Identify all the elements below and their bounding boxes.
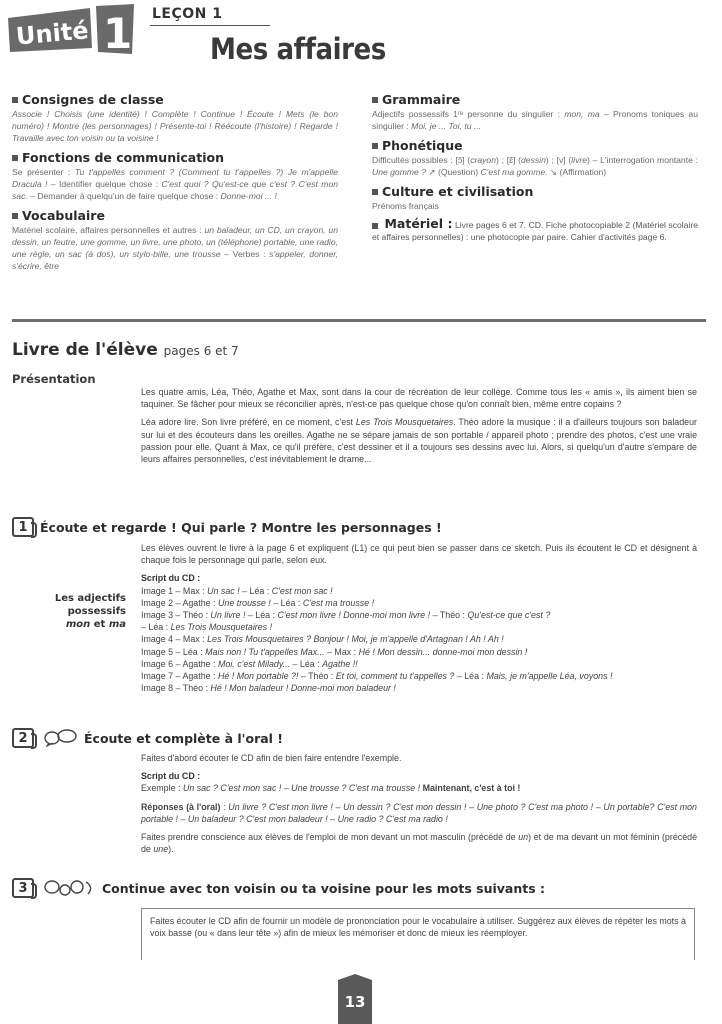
exercise-3-number: 3 [18,880,28,896]
vocabulaire-text-2-italic: s'appeler, donner, s'écrire, être [12,249,338,271]
materiel-section [372,218,698,243]
phonetique-section [372,138,698,178]
fonctions-heading: Fonctions de communication [22,150,224,165]
side-note-possessifs [12,592,126,631]
bullet-square-icon [12,155,18,161]
exercise-2-heading [12,728,283,748]
livre-pages: pages 6 et 7 [163,344,239,358]
fonctions-text-3-italic: Donne-moi ... ! [220,191,277,201]
phonetique-word-3: livre [571,155,588,165]
fonctions-text-3: – Demander à quelqu'un de faire quelque chose : [27,191,221,201]
phonetique-word-2: dessin [521,155,546,165]
side-note-line-3: mon et ma [65,619,126,630]
exercise-3-heading [12,878,545,898]
exercise-1-title: Écoute et regarde ! Qui parle ? Montre les personnages ! [40,519,442,535]
grammaire-section [372,92,698,132]
bullet-square-icon [12,213,18,219]
phonetique-word-1: crayon [470,155,496,165]
pair-speech-icon [44,879,96,897]
phonetique-text-2: ) ; [ɛ̃] ( [495,155,522,165]
exercise-1-heading [12,517,442,537]
section-divider [12,319,706,322]
script-line-2: Image 2 – Agathe : Une trousse ! – Léa : C'est ma trousse ! [141,597,375,608]
fonctions-section [12,150,338,202]
exercise-1-body [141,542,697,694]
presentation-heading: Présentation [12,372,96,386]
grammaire-heading: Grammaire [382,92,461,107]
phonetique-text-6: ↘ (Affirmation) [547,167,607,177]
grammaire-text-1: Adjectifs possessifs 1ʳᵉ personne du singulier : [372,109,565,119]
vocabulaire-text-1-italic: un baladeur, un CD, un crayon, un dessin, un feutre, une gomme, un livre, une photo, un (téléphone) portable, une radio, une règle, un sac (à dos), un stylo-bille, une trousse [12,225,338,259]
summary-left-column [12,92,338,278]
exercise-2-script-heading: Script du CD : [141,771,201,782]
page-title: Mes affaires [210,32,386,66]
exercise-1-script-heading: Script du CD : [141,573,201,584]
lesson-rule [150,25,270,26]
listen-speak-icons [44,729,78,747]
script-line-4: Image 4 – Max : Les Trois Mousquetaires ? Bonjour ! Moi, je m'appelle d'Artagnan ! Ah ! Ah ! [141,634,504,645]
script-line-3: Image 3 – Théo : Un livre ! – Léa : C'est mon livre ! Donne-moi mon livre ! – Théo : Qu'est-ce que c'est ? – Léa : Les Trois Mousquetaires ! [141,610,551,633]
unit-label: Unité [14,16,90,51]
presentation-p2-b: . Théo adore la musique : il a d'ailleurs toujours son baladeur sur lui et des écouteurs dans les oreilles. Agathe ne se sépare jamais de son portable / appareil photo ; prendre des photos, c'est une vraie passion pour elle. Quant à Max, ce qu'il préfère, c'est dessiner et il a toujours ses dessins avec lui. Alors, si quelqu'un d'autre s'empare de leurs affaires personnelles, c'est inévitablement le drame... [141,417,698,465]
vocabulaire-section [12,208,338,272]
phonetique-text-4: ) – L'interrogation montante : [587,155,698,165]
livre-title-text: Livre de l'élève [12,340,158,360]
script-line-6: Image 6 – Agathe : Moi, c'est Milady... – Léa : Agathe !! [141,658,358,669]
consignes-section [12,92,338,144]
page-number: 13 [338,980,372,1024]
fonctions-text-1-italic: Tu t'appelles comment ? (Comment tu t'appelles ?) Je m'appelle Dracula ! [12,167,338,189]
grammaire-text-2-italic: Moi, je ... Toi, tu ... [411,121,482,131]
exercise-2-title: Écoute et complète à l'oral ! [84,730,284,746]
vocabulaire-text-1: Matériel scolaire, affaires personnelles et autres : [12,225,205,235]
exercise-1-intro: Les élèves ouvrent le livre à la page 6 et expliquent (L1) ce qui peut bien se passer dans ce sketch. Puis ils écoutent le CD et désignent à chaque fois le personnage qui parle, selon eux. [141,543,697,566]
unit-number: 1 [103,9,133,54]
bullet-square-icon [372,97,378,103]
number-box-icon [12,517,34,537]
speech-bubble-icon [44,729,78,747]
fonctions-text-1: Se présenter : [12,167,75,177]
pair-work-icons [44,879,96,897]
vocabulaire-heading: Vocabulaire [22,208,105,223]
exercise-3-title: Continue avec ton voisin ou ta voisine pour les mots suivants : [102,880,546,896]
culture-section [372,184,698,212]
script-line-8: Image 8 – Théo : Hé ! Mon baladeur ! Donne-moi mon baladeur ! [141,683,396,694]
script-line-7: Image 7 – Agathe : Hé ! Mon portable ?! – Théo : Et toi, comment tu t'appelles ? – Léa : Mais, je m'appelle Léa, voyons ! [141,671,613,682]
bullet-square-icon [372,189,378,195]
consignes-heading: Consignes de classe [22,92,164,107]
exercise-3-box: Faites écouter le CD afin de fournir un modèle de prononciation pour le vocabulaire à utiliser. Suggérez aux élèves de répéter les mots à voix basse (ou « dans leur tête ») afin de mieux les mémoriser et donc de mieux les réemployer. [141,908,695,960]
presentation-body [141,386,697,471]
unit-badge-shape [6,4,138,54]
unit-badge [6,4,138,54]
phonetique-text-3: ) ; [v] ( [545,155,572,165]
script-line-1: Image 1 – Max : Un sac ! – Léa : C'est mon sac ! [141,585,333,596]
phonetique-text-1: Difficultés possibles : [ɔ̃] ( [372,155,471,165]
exercise-2-example: Exemple : Un sac ? C'est mon sac ! – Une trousse ? C'est ma trousse ! Maintenant, c'est à toi ! [141,783,521,794]
phonetique-text-5: ↗ (Question) [425,167,481,177]
phonetique-text-4-italic: Une gomme ? [372,167,426,177]
consignes-body: Associe ! Choisis (une identité) ! Complète ! Continue ! Écoute ! Mets (le bon numéro) ! Montre (les personnages) ! Présente-toi ! Réécoute (l'histoire) ! Regarde ! Travaille avec ton voisin ou ta voisine ! [12,109,338,143]
script-line-5: Image 5 – Léa : Mais non ! Tu t'appelles Max... – Max : Hé ! Mon dessin... donne-moi mon dessin ! [141,646,528,657]
phonetique-text-5-italic: C'est ma gomme. [480,167,548,177]
vocabulaire-text-2: – Verbes : [220,249,270,259]
exercise-2-body [141,752,697,861]
bullet-square-icon [12,97,18,103]
presentation-p2 [141,416,697,465]
exercise-1-number: 1 [18,519,28,535]
side-note-line-1: Les adjectifs [54,593,126,604]
lesson-label: LEÇON 1 [152,6,223,22]
exercise-2-answers: Réponses (à l'oral) : Un livre ? C'est mon livre ! – Un dessin ? C'est mon dessin ! – Une photo ? C'est ma photo ! – Un portable? C'est mon portable ! – Un baladeur ? C'est mon baladeur ! – Une radio ? C'est ma radio ! [141,801,697,824]
culture-heading: Culture et civilisation [382,184,534,199]
exercise-2-note: Faites prendre conscience aux élèves de l'emploi de mon devant un mot masculin (précédé de un) et de ma devant un mot féminin (précédé de une). [141,832,698,855]
grammaire-text-1-italic: mon, ma [564,109,600,119]
materiel-heading: Matériel : [384,216,453,231]
grammaire-text-2: – Pronoms toniques au singulier : [372,109,698,131]
livre-title [12,340,239,360]
presentation-p2-title: Les Trois Mousquetaires [355,417,454,428]
exercise-2-intro: Faites d'abord écouter le CD afin de bien faire entendre l'exemple. [141,753,402,763]
fonctions-text-2: – Identifier quelque chose : [47,179,162,189]
exercise-2-number: 2 [18,730,28,746]
presentation-p2-a: Léa adore lire. Son livre préféré, en ce moment, c'est [141,417,356,428]
number-box-icon [12,878,34,898]
summary-right-column [372,92,698,249]
fonctions-text-2-italic: C'est quoi ? Qu'est-ce que c'est ? C'est mon sac. [12,179,338,201]
materiel-body: Livre pages 6 et 7. CD. Fiche photocopiable 2 (Matériel scolaire et affaires personnelles) : une photocopie par paire. Cahier d'activités page 6. [372,220,699,242]
phonetique-heading: Phonétique [382,138,463,153]
bullet-square-icon [372,223,378,229]
number-box-icon [12,728,34,748]
bullet-square-icon [372,143,378,149]
side-note-line-2: possessifs [67,606,126,617]
presentation-p1: Les quatre amis, Léa, Théo, Agathe et Max, sont dans la cour de récréation de leur collège. Comme tous les « amis », ils aiment bien se taquiner. Se fâcher pour mieux se réconcilier après, n'est-ce pas quelque chose qu'on connaît bien, même entre copains ? [141,387,697,410]
culture-body: Prénoms français [372,201,439,211]
